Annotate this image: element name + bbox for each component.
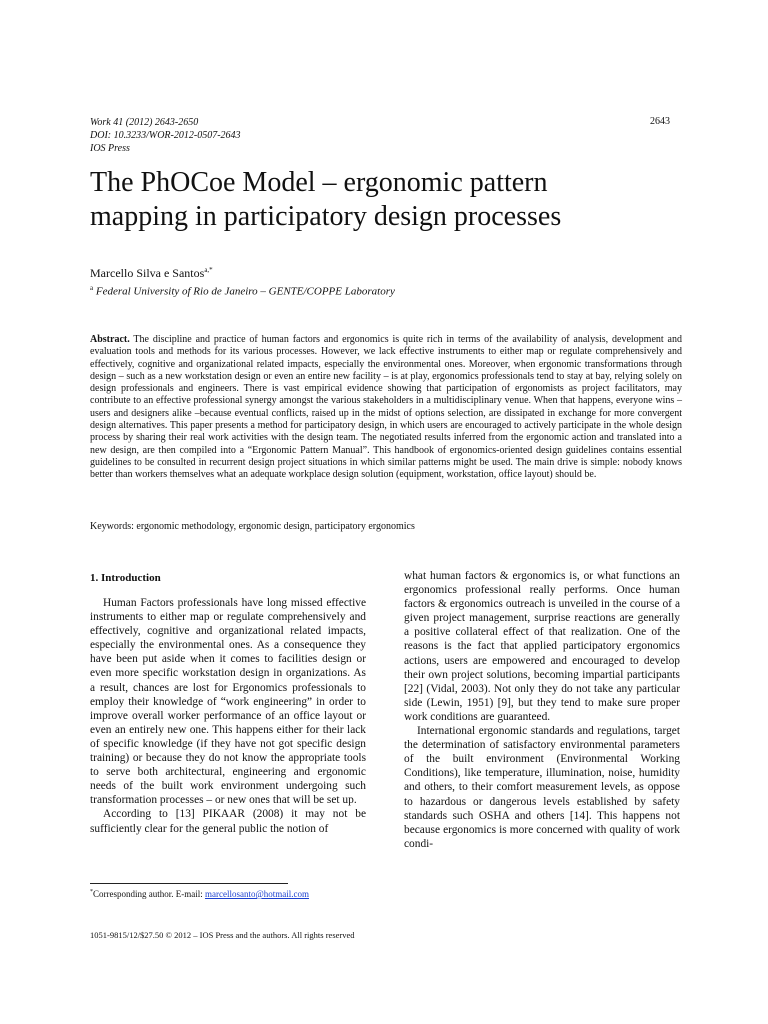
left-paragraph-1: Human Factors professionals have long missed effective instruments to either map or regulate comprehensively and effectively, cognitive and organizational related impacts, especially the environmental ones. As a consequence they have been put aside when it comes to facilities design or even more specific workstation design in organizations. As a result, chances are lost for Ergonomics professionals to employ their knowledge of “work engineering” in order to improve overall worker performance of an office layout or even an entirely new one. This happens either for their lack of specific knowledge (if they have not got specific design training) or because they do not know the appropriate tools to serve both architectural, engineering and ergonomic needs of the built work environment undergoing such transformation processes – or new ones that will be set up. xyxy=(90,597,366,807)
affiliation xyxy=(90,284,395,298)
author-name: Marcello Silva e Santos xyxy=(90,266,205,280)
footnote-text: Corresponding author. E-mail: xyxy=(93,889,205,899)
left-column xyxy=(90,596,366,836)
right-column xyxy=(404,569,680,851)
section-heading-introduction: 1. Introduction xyxy=(90,572,161,584)
affiliation-text: Federal University of Rio de Janeiro – GENTE/COPPE Laboratory xyxy=(95,285,395,298)
affiliation-mark: a xyxy=(90,284,94,292)
doi: DOI: 10.3233/WOR-2012-0507-2643 xyxy=(90,130,241,141)
abstract-text: The discipline and practice of human factors and ergonomics is quite rich in terms of the availability of analysis, development and evaluation tools and methods for its various processes. However, we lack effective instruments to either map or regulate comprehensively and effectively, cognitive and organizational related impacts, especially the environmental ones. Moreover, when ergonomic transformations through design – such as a new workstation design or even an entire new facility – is at play, ergonomics professionals tend to stay at bay, relying solely on design professionals and engineers. There is vast empirical evidence showing that participation of ergonomists as project facilitators, may contribute to an effective professional synergy amongst the various stakeholders in a multidisciplinary venue. When that happens, everyone wins – users and designers alike –because eventual conflicts, raised up in the midst of options selection, are dissipated in exchange for more convergent design alternatives. This paper presents a method for participatory design, in which users are encouraged to actively participate in the whole design process by sharing their real work activities with the design team. The negotiated results inferred from the ergonomic action and translated into a new design, are then compiled into a “Ergonomic Pattern Manual”. This handbook of ergonomics-oriented design guidelines contains essential guidelines to be consulted in recurrent design project situations in which similar patterns might be used. The main drive is simple: nobody knows better than workers themselves what an adequate workplace design solution (equipment, workstation, office layout) should be. xyxy=(90,334,682,481)
footnote xyxy=(90,889,309,899)
right-paragraph-1: what human factors & ergonomics is, or what functions an ergonomics professional really performs. Once human factors & ergonomics outreach is unveiled in the course of a given project management, surprise reactions are generally a positive collateral effect of that realization. One of the reasons is the fact that applied participatory ergonomics actions, users are empowered and encouraged to develop their own project solutions, becoming impartial participants [22] (Vidal, 2003). Not only they do not take any particular side (Lewin, 1951) [9], but they tend to make sure proper work conditions are guaranteed. xyxy=(404,570,680,723)
keywords: Keywords: ergonomic methodology, ergonomic design, participatory ergonomics xyxy=(90,521,415,532)
footnote-divider xyxy=(90,883,288,884)
right-paragraph-2: International ergonomic standards and regulations, target the determination of satisfactory environmental parameters of the built environment (Environmental Working Conditions), like temperature, illumination, noise, humidity and others, to their comfort measurement levels, as oppose to hazardous or dangerous levels established by safety standards such OSHA and others [14]. This happens not because ergonomics is more concerned with quality of work condi- xyxy=(404,725,680,850)
copyright-line: 1051-9815/12/$27.50 © 2012 – IOS Press and the authors. All rights reserved xyxy=(90,930,355,940)
journal-citation: Work 41 (2012) 2643-2650 xyxy=(90,117,199,128)
page-number: 2643 xyxy=(650,116,670,127)
publisher: IOS Press xyxy=(90,143,130,154)
author-marks: a,* xyxy=(204,266,213,274)
paper-title xyxy=(90,166,690,234)
abstract-label: Abstract. xyxy=(90,334,130,345)
title-line-2: mapping in participatory design processes xyxy=(90,201,562,232)
footnote-mark: * xyxy=(90,889,93,895)
title-line-1: The PhOCoe Model – ergonomic pattern xyxy=(90,167,548,198)
abstract xyxy=(90,334,682,482)
left-paragraph-2: According to [13] PIKAAR (2008) it may not be sufficiently clear for the general public the notion of xyxy=(90,808,366,835)
email-link[interactable]: marcellosanto@hotmail.com xyxy=(204,889,309,899)
journal-header xyxy=(90,116,241,155)
author-line xyxy=(90,266,213,281)
